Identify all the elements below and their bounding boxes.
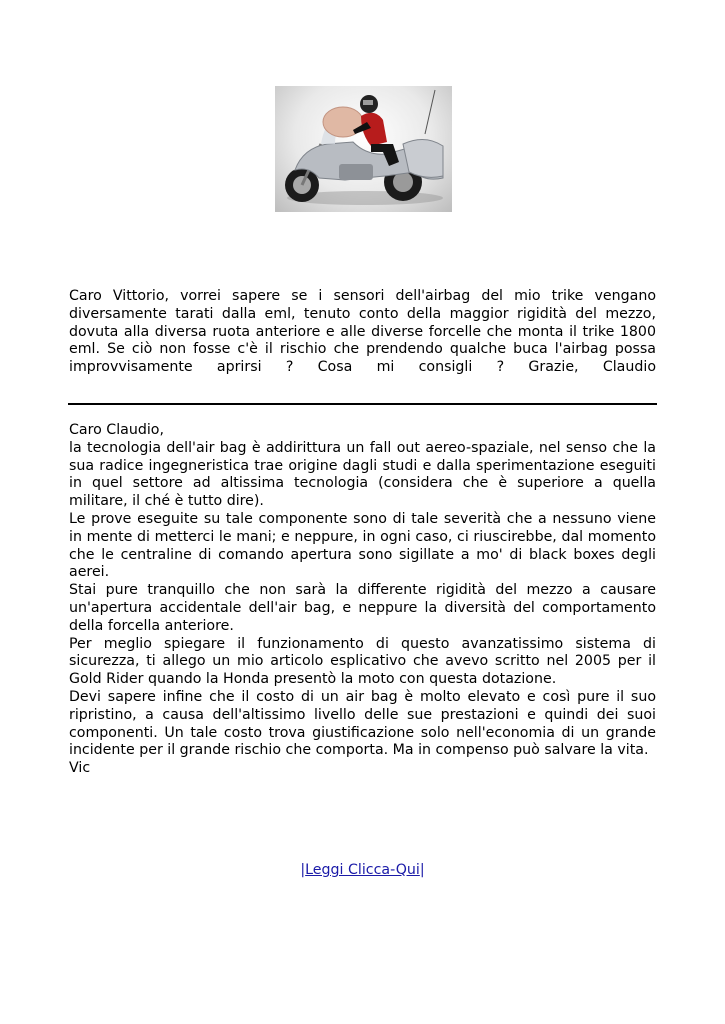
reader-question: Caro Vittorio, vorrei sapere se i sensori dell'airbag del mio trike vengano diversamente tarati dalla eml, tenuto conto della maggior rigidità del mezzo, dovuta alla diversa ruota anteriore e alle diverse forcelle che monta il trike 1800 eml. Se ciò non fosse c'è il rischio che prendendo qualche buca l'airbag possa improvvisamente aprirsi ? Cosa mi consigli ? Grazie, Claudio: [69, 288, 656, 376]
read-more-line: [0, 861, 725, 879]
reply-paragraph: Stai pure tranquillo che non sarà la differente rigidità del mezzo a causare un'apertura accidentale dell'air bag, e neppure la diversità del comportamento della forcella anteriore.: [69, 582, 656, 634]
section-divider: [68, 403, 657, 405]
author-reply: [69, 422, 656, 778]
reply-paragraph: Le prove eseguite su tale componente sono di tale severità che a nessuno viene in mente di metterci le mani; e neppure, in ogni caso, ci riuscirebbe, dal momento che le centraline di comando apertura sono sigillate a mo' di black boxes degli aerei.: [69, 510, 656, 581]
reply-signature: Vic: [69, 760, 91, 777]
motorcycle-airbag-photo: [275, 86, 452, 212]
reply-paragraph: Per meglio spiegare il funzionamento di questo avanzatissimo sistema di sicurezza, ti allego un mio articolo esplicativo che avevo scritto nel 2005 per il Gold Rider quando la Honda presentò la moto con questa dotazione.: [69, 635, 656, 688]
reply-paragraph: Devi sapere infine che il costo di un air bag è molto elevato e così pure il suo ripristino, a causa dell'altissimo livello delle sue prestazioni e quindi dei suoi componenti. Un tale costo trova giustificazione solo nell'economia di un grande incidente per il grande rischio che comporta. Ma in compenso può salvare la vita.: [69, 688, 656, 759]
link-suffix-bar: |: [419, 862, 425, 878]
reply-paragraph: la tecnologia dell'air bag è addirittura un fall out aereo-spaziale, nel senso che la sua radice ingegneristica trae origine dagli studi e dalla sperimentazione eseguiti in quel settore ad altissima tecnologia (considera che è superiore a quella militare, il ché è tutto dire).: [69, 439, 656, 510]
link-prefix-bar: |: [300, 862, 306, 878]
read-more-link[interactable]: Leggi Clicca-Qui: [305, 862, 420, 878]
reply-greeting: Caro Claudio,: [69, 422, 164, 438]
